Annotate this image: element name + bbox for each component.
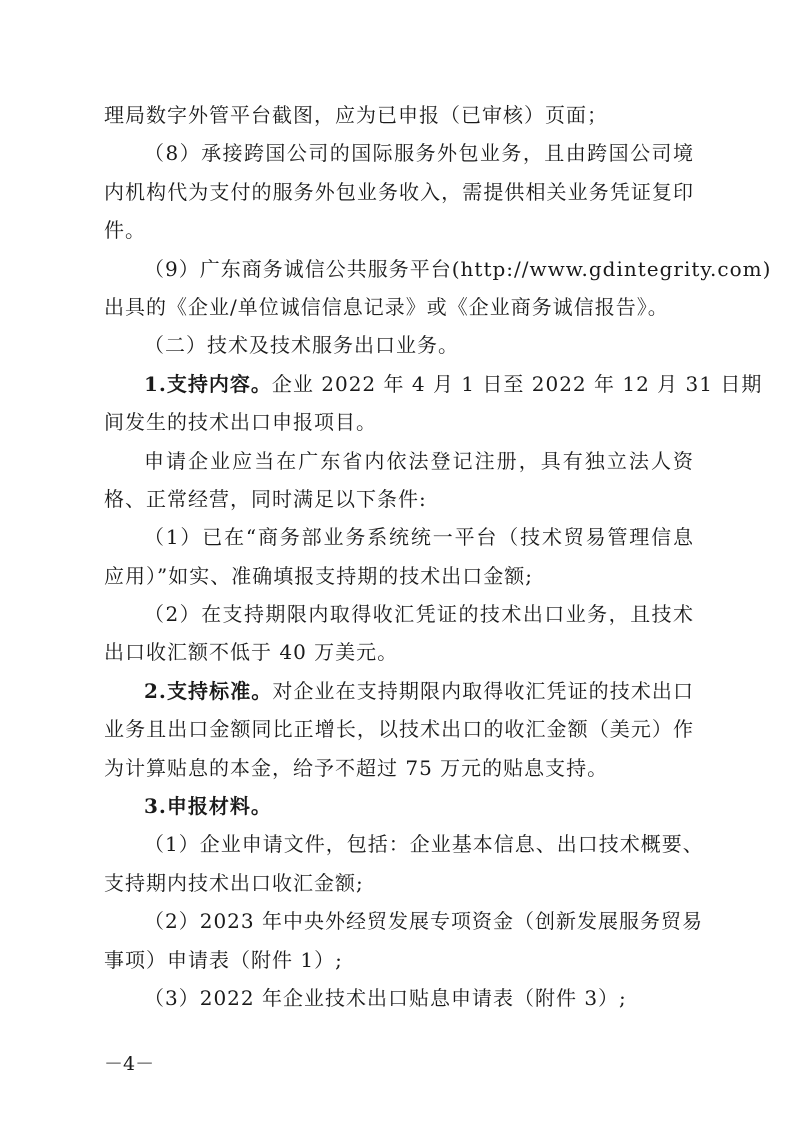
page-number: －4－ (104, 1053, 155, 1075)
text-line (104, 941, 694, 979)
text-line (104, 902, 703, 940)
text-line (104, 749, 694, 787)
line-text: （3）2022 年企业技术出口贴息申请表（附件 3）; (144, 985, 627, 1010)
text-line (104, 787, 694, 825)
line-text: 支持期内技术出口收汇金额; (104, 870, 364, 895)
text-line (104, 403, 694, 441)
text-line (104, 211, 694, 249)
line-text: 件。 (104, 218, 146, 243)
line-text: （2）在支持期限内取得收汇凭证的技术出口业务，且技术 (144, 602, 694, 627)
document-body (104, 96, 772, 1017)
text-line (104, 480, 694, 518)
text-line (104, 173, 694, 211)
text-line (104, 442, 694, 480)
text-line (104, 96, 694, 134)
line-text: 对企业在支持期限内取得收汇凭证的技术出口 (272, 678, 694, 703)
line-text: 出口收汇额不低于 40 万美元。 (104, 640, 399, 665)
text-line (104, 672, 694, 710)
text-line (104, 825, 704, 863)
line-text: 格、正常经营，同时满足以下条件: (104, 486, 427, 511)
line-text: （二）技术及技术服务出口业务。 (144, 333, 459, 358)
line-text: 内机构代为支付的服务外包业务收入，需提供相关业务凭证复印 (104, 179, 694, 204)
section-heading: 3.申报材料。 (144, 794, 272, 819)
line-text: 申请企业应当在广东省内依法登记注册，具有独立法人资 (144, 448, 694, 473)
text-line (104, 864, 694, 902)
text-line (104, 518, 694, 556)
section-heading: 1.支持内容。 (144, 371, 272, 396)
text-line (104, 134, 694, 172)
line-text: 间发生的技术出口申报项目。 (104, 410, 377, 435)
text-line (104, 979, 694, 1017)
line-text: （8）承接跨国公司的国际服务外包业务，且由跨国公司境 (144, 141, 694, 166)
line-text: 业务且出口金额同比正增长，以技术出口的收汇金额（美元）作 (104, 717, 694, 742)
text-line (104, 326, 694, 364)
line-text: （1）企业申请文件，包括：企业基本信息、出口技术概要、 (144, 832, 704, 857)
text-line (104, 557, 694, 595)
text-line (104, 365, 763, 403)
line-text: 事项）申请表（附件 1）; (104, 947, 343, 972)
text-line (104, 595, 694, 633)
line-text: 理局数字外管平台截图，应为已申报（已审核）页面； (104, 103, 608, 127)
line-text: （9）广东商务诚信公共服务平台(http://www.gdintegrity.com) (144, 256, 772, 281)
line-text: 为计算贴息的本金，给予不超过 75 万元的贴息支持。 (104, 755, 609, 780)
line-text: 企业 2022 年 4 月 1 日至 2022 年 12 月 31 日期 (271, 371, 763, 396)
line-text: （1）已在“商务部业务系统统一平台（技术贸易管理信息 (144, 525, 694, 550)
text-line (104, 250, 772, 288)
line-text: 应用）”如实、准确填报支持期的技术出口金额; (104, 563, 533, 588)
text-line (104, 633, 694, 671)
text-line (104, 710, 694, 748)
section-heading: 2.支持标准。 (144, 678, 273, 703)
line-text: 出具的《企业/单位诚信信息记录》或《企业商务诚信报告》。 (104, 294, 669, 319)
line-text: （2）2023 年中央外经贸发展专项资金（创新发展服务贸易 (144, 909, 703, 934)
text-line (104, 288, 694, 326)
